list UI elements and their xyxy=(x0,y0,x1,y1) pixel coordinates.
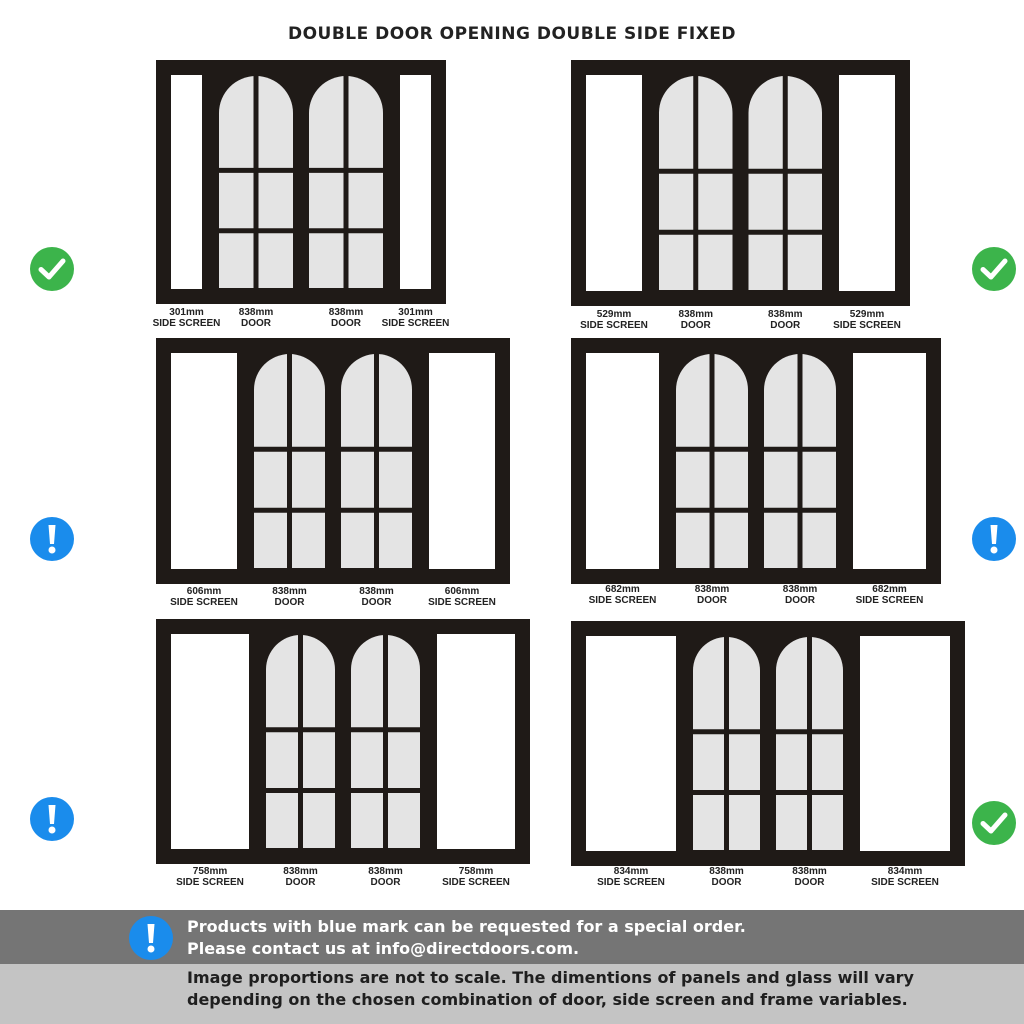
page-title: DOUBLE DOOR OPENING DOUBLE SIDE FIXED xyxy=(287,24,737,44)
dimension-label: 758mm xyxy=(192,866,228,877)
notice-line-1: Products with blue mark can be requested for a special order. xyxy=(187,917,746,936)
dimension-label: 301mm xyxy=(169,307,204,318)
dimension-label: 838mm xyxy=(359,586,394,597)
side-screen-glass xyxy=(860,636,950,851)
panel-type-label: DOOR xyxy=(711,877,742,888)
side-screen-glass xyxy=(586,636,676,851)
side-screen-glass xyxy=(839,75,895,291)
exclamation-icon xyxy=(128,915,174,961)
dimension-label: 606mm xyxy=(444,586,480,597)
dimension-label: 529mm xyxy=(596,309,632,320)
check-icon xyxy=(971,800,1017,846)
door-set-529mm xyxy=(571,60,910,331)
panel-type-label: DOOR xyxy=(794,877,825,888)
check-icon xyxy=(971,246,1017,292)
panel-type-label: SIDE SCREEN xyxy=(833,320,901,331)
panel-type-label: DOOR xyxy=(285,877,316,888)
panel-type-label: DOOR xyxy=(331,318,361,329)
side-screen-glass xyxy=(400,75,431,289)
panel-type-label: SIDE SCREEN xyxy=(381,318,450,329)
side-screen-glass xyxy=(437,634,515,849)
dimension-label: 838mm xyxy=(328,307,364,318)
side-screen-glass xyxy=(171,634,249,849)
side-screen-glass xyxy=(586,75,642,291)
dimension-label: 606mm xyxy=(186,586,222,597)
dimension-label: 834mm xyxy=(887,866,923,877)
panel-type-label: DOOR xyxy=(697,595,727,606)
panel-type-label: SIDE SCREEN xyxy=(170,597,238,608)
dimension-label: 838mm xyxy=(368,866,403,877)
check-icon xyxy=(29,246,75,292)
panel-type-label: SIDE SCREEN xyxy=(176,877,244,888)
panel-type-label: DOOR xyxy=(680,320,711,331)
dimension-label: 838mm xyxy=(678,309,713,320)
side-screen-glass xyxy=(171,75,202,289)
disclaimer-line-1: Image proportions are not to scale. The dimentions of panels and glass will vary xyxy=(187,968,914,987)
side-screen-glass xyxy=(171,353,237,569)
dimension-label: 838mm xyxy=(272,586,307,597)
door-set-682mm xyxy=(571,338,941,606)
panel-type-label: SIDE SCREEN xyxy=(442,877,510,888)
panel-type-label: SIDE SCREEN xyxy=(580,320,648,331)
dimension-label: 838mm xyxy=(238,307,274,318)
door-set-834mm xyxy=(571,621,965,888)
exclamation-icon xyxy=(29,516,75,562)
dimension-label: 758mm xyxy=(458,866,494,877)
panel-type-label: DOOR xyxy=(274,597,305,608)
dimension-label: 529mm xyxy=(849,309,885,320)
dimension-label: 301mm xyxy=(398,307,433,318)
dimension-label: 682mm xyxy=(605,584,640,595)
dimension-label: 682mm xyxy=(872,584,907,595)
panel-type-label: SIDE SCREEN xyxy=(588,595,657,606)
panel-type-label: SIDE SCREEN xyxy=(152,318,221,329)
panel-type-label: DOOR xyxy=(241,318,271,329)
dimension-label: 838mm xyxy=(283,866,318,877)
panel-type-label: DOOR xyxy=(770,320,801,331)
panel-type-label: DOOR xyxy=(361,597,392,608)
side-screen-glass xyxy=(853,353,926,569)
notice-line-2: Please contact us at info@directdoors.com. xyxy=(187,939,580,958)
dimension-label: 838mm xyxy=(782,584,818,595)
panel-type-label: SIDE SCREEN xyxy=(597,877,665,888)
door-set-606mm xyxy=(156,338,510,608)
side-screen-glass xyxy=(586,353,659,569)
dimension-label: 834mm xyxy=(613,866,649,877)
dimension-label: 838mm xyxy=(709,866,744,877)
side-screen-glass xyxy=(429,353,495,569)
panel-type-label: DOOR xyxy=(370,877,401,888)
panel-type-label: DOOR xyxy=(785,595,815,606)
dimension-label: 838mm xyxy=(694,584,730,595)
panel-type-label: SIDE SCREEN xyxy=(428,597,496,608)
panel-type-label: SIDE SCREEN xyxy=(855,595,924,606)
exclamation-icon xyxy=(29,796,75,842)
dimension-label: 838mm xyxy=(768,309,803,320)
disclaimer-line-2: depending on the chosen combination of door, side screen and frame variables. xyxy=(187,990,908,1009)
door-set-758mm xyxy=(156,619,530,888)
door-set-301mm xyxy=(153,60,450,329)
panel-type-label: SIDE SCREEN xyxy=(871,877,939,888)
dimension-label: 838mm xyxy=(792,866,827,877)
exclamation-icon xyxy=(971,516,1017,562)
